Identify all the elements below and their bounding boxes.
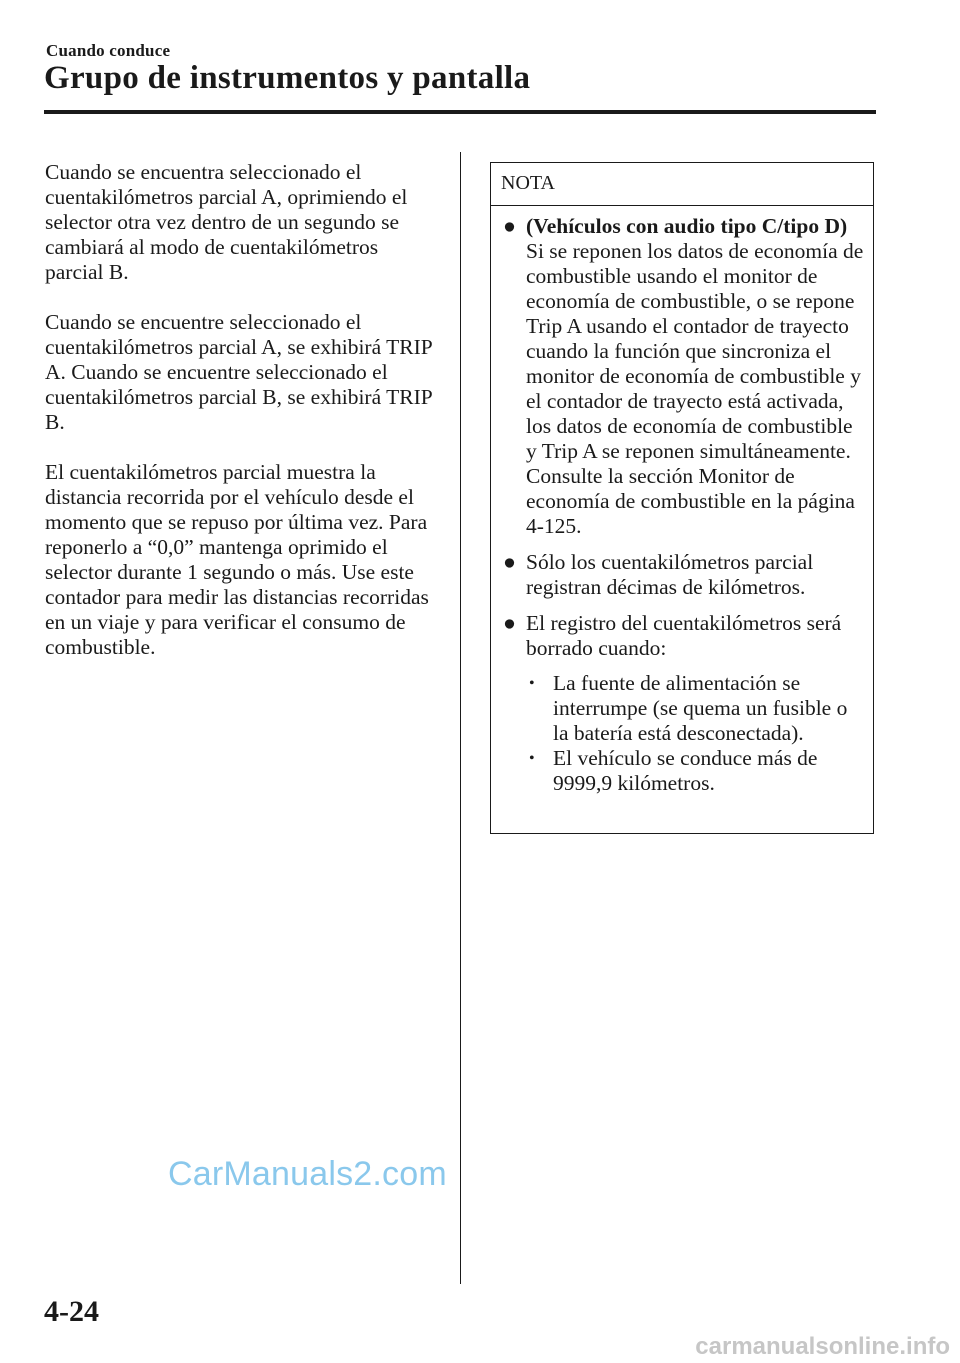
note-item xyxy=(501,550,865,600)
title-rule xyxy=(44,110,876,114)
note-body xyxy=(491,206,873,796)
bullet-icon: ● xyxy=(503,214,516,238)
sub-list xyxy=(526,671,865,796)
note-header: NOTA xyxy=(491,163,873,206)
sub-item xyxy=(526,746,865,796)
bullet-icon: ● xyxy=(503,550,516,574)
page-title: Grupo de instrumentos y pantalla xyxy=(44,60,531,96)
sub-item xyxy=(526,671,865,746)
sub-item-text: La fuente de alimentación se interrumpe (se quema un fusible o la batería está desconectada). xyxy=(553,671,848,745)
left-column xyxy=(45,160,440,685)
page-number: 4-24 xyxy=(44,1295,99,1328)
paragraph-3: El cuentakilómetros parcial muestra la distancia recorrida por el vehículo desde el momento que se repuso por última vez. Para reponerlo a “0,0” mantenga oprimido el selector durante 1 segundo o más. Use este contador para medir las distancias recorridas en un viaje y para verificar el consumo de combustible. xyxy=(45,460,429,659)
sub-bullet-icon: • xyxy=(529,675,535,692)
bullet-icon: ● xyxy=(503,611,516,635)
note-item-text: Sólo los cuentakilómetros parcial registran décimas de kilómetros. xyxy=(526,550,814,599)
note-item xyxy=(501,611,865,796)
sub-item-text: El vehículo se conduce más de 9999,9 kilómetros. xyxy=(553,746,818,795)
section-label: Cuando conduce xyxy=(46,41,171,60)
paragraph-2: Cuando se encuentre seleccionado el cuentakilómetros parcial A, se exhibirá TRIP A. Cuando se encuentre seleccionado el cuentakilómetros parcial B, se exhibirá TRIP B. xyxy=(45,310,432,434)
note-item-reference: Consulte la sección Monitor de economía de combustible en la página 4-125. xyxy=(526,464,855,538)
watermark-logo: CarManuals2.com xyxy=(168,1155,447,1193)
note-item-heading: (Vehículos con audio tipo C/tipo D) xyxy=(526,214,848,238)
note-box xyxy=(490,162,874,834)
paragraph-1: Cuando se encuentra seleccionado el cuentakilómetros parcial A, oprimiendo el selector otra vez dentro de un segundo se cambiará al modo de cuentakilómetros parcial B. xyxy=(45,160,408,284)
note-item xyxy=(501,214,865,539)
note-item-text: Si se reponen los datos de economía de combustible usando el monitor de economía de combustible, o se repone Trip A usando el contador de trayecto cuando la función que sincroniza el monitor de economía de combustible y el contador de trayecto está activada, los datos de economía de combustible y Trip A se reponen simultáneamente. xyxy=(526,239,864,463)
note-item-text: El registro del cuentakilómetros será borrado cuando: xyxy=(526,611,842,660)
site-watermark: carmanualsonline.info xyxy=(695,1333,950,1360)
column-divider xyxy=(460,152,461,1284)
sub-bullet-icon: • xyxy=(529,750,535,767)
